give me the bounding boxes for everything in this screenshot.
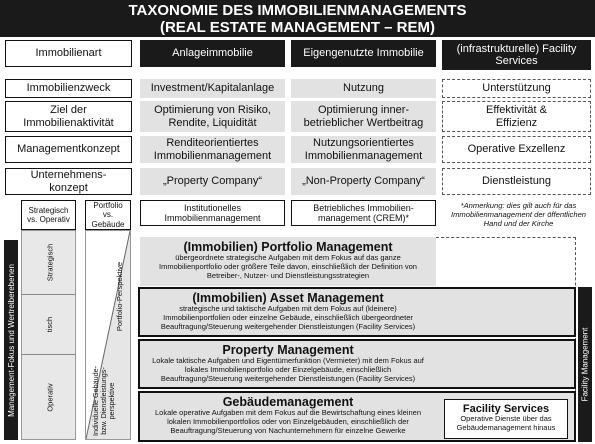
- level-asset-desc: strategische und taktische Aufgaben mit dem Fokus auf (kleinere) Immobilienportfolien oder einzelne Gebäude, einschließlich übergeordneter Beauftragung/Steuerung weitergehender Dienstleistungen (Facility Services): [160, 304, 416, 331]
- cell-operative-exzellenz: Operative Exzellenz: [442, 136, 591, 163]
- cell-anlageimmobilie: Anlageimmobilie: [140, 40, 285, 67]
- level-portfolio-title: (Immobilien) Portfolio Management: [183, 240, 393, 254]
- row-label-unternehmenskonzept: Unternehmens-konzept: [5, 168, 132, 195]
- subheader-institutionell: Institutionelles Immobilienmanagement: [140, 200, 285, 226]
- facility-services-desc: Operative Dienste über das Gebäudemanagement hinaus: [456, 414, 556, 432]
- cell-nutzungsorientiert: Nutzungsorientiertes Immobilienmanagement: [291, 136, 436, 163]
- label-taktisch: tisch: [45, 316, 55, 332]
- cell-optimierung-wertbeitrag: Optimierung inner-betrieblicher Wertbeitrag: [291, 101, 436, 132]
- row-label-ziel: Ziel der Immobilienaktivität: [5, 101, 132, 132]
- cell-non-property-company: „Non-Property Company“: [291, 168, 436, 195]
- portfolio-gebaeude-column: [85, 230, 131, 440]
- subheader-strategisch-operativ: Strategisch vs. Operativ: [21, 200, 76, 230]
- cell-nutzung: Nutzung: [291, 79, 436, 98]
- label-strategisch: Strategisch: [45, 243, 55, 282]
- level-asset-title: (Immobilien) Asset Management: [192, 291, 384, 305]
- row-label-immobilienart: Immobilienart: [5, 40, 132, 67]
- strategic-operative-column: [21, 230, 76, 440]
- right-vertical-bar: [578, 287, 592, 442]
- cell-facility-services-header: (infrastrukturelle) Facility Services: [442, 40, 591, 70]
- level-gebaeude-title: Gebäudemanagement: [222, 395, 354, 409]
- facility-services-title: Facility Services: [462, 403, 550, 415]
- cell-unterstuetzung: Unterstützung: [442, 79, 591, 98]
- label-portfolio-perspektive: Portfolio-Perspektive: [115, 261, 125, 331]
- level-gebaeude-desc: Lokale operative Aufgaben mit dem Fokus auf die Bewirtschaftung eines kleinen lokalen Immobilienportfolios oder von Einzelgebäuden, einschließlich der Beauftragung/Steuerung von Nachunternehmern für einzelne Gewerke: [155, 408, 421, 435]
- cell-optimierung-risiko: Optimierung von Risiko, Rendite, Liquidität: [140, 101, 285, 132]
- level-asset-management: [138, 287, 576, 337]
- cell-investment: Investment/Kapitalanlage: [140, 79, 285, 98]
- level-property-desc: Lokale taktische Aufgaben und Eigentümerfunktion (Vermieter) mit dem Fokus auf lokales Immobilienportfolio oder Einzelgebäude, einschließlich Beauftragung/Steuerung weitergehender Dienstleistungen (Facility Services): [152, 356, 424, 383]
- left-vertical-bar: [4, 240, 18, 440]
- level-portfolio-desc: übergeordnete strategische Aufgaben mit dem Fokus auf das ganze Immobilienportfolio oder größere Teile davon, einschließlich der Definition von Betreiber-, Nutzer- und Dienstleistungsstrategien: [159, 253, 417, 280]
- cell-renditeorientiert: Renditeorientiertes Immobilienmanagement: [140, 136, 285, 163]
- level-gebaeudemanagement: [138, 391, 576, 442]
- right-vertical-label: Facility Management: [580, 327, 590, 402]
- anmerkung-text: *Anmerkung: dies gilt auch für das Immobilienmanagement der öffentlichen Hand und der Kirche: [450, 201, 587, 228]
- title-line-1: TAXONOMIE DES IMMOBILIENMANAGEMENTS: [128, 2, 467, 19]
- level-portfolio-management: [140, 237, 436, 286]
- facility-services-box: [444, 399, 568, 439]
- cell-eigengenutzte-immobilie: Eigengenutzte Immobilie: [291, 40, 436, 67]
- title-line-2: (REAL ESTATE MANAGEMENT – REM): [159, 19, 435, 36]
- subheader-portfolio-gebaeude: Portfolio vs. Gebäude: [85, 200, 131, 230]
- row-label-immobilienzweck: Immobilienzweck: [5, 79, 132, 98]
- label-operativ: Operativ: [45, 382, 55, 412]
- diagram-title: [0, 0, 595, 37]
- label-gebaeude-perspektive: Individuelle Gebäude- bzw. Dienstleistungs-perspektive: [91, 366, 116, 436]
- subheader-betrieblich: Betriebliches Immobilien-management (CREM)*: [291, 200, 436, 226]
- level-property-title: Property Management: [222, 343, 354, 357]
- level-property-management: [138, 339, 576, 389]
- cell-dienstleistung: Dienstleistung: [442, 168, 591, 195]
- row-label-managementkonzept: Managementkonzept: [5, 136, 132, 163]
- cell-property-company: „Property Company“: [140, 168, 285, 195]
- cell-effektivitaet: Effektivität & Effizienz: [442, 101, 591, 132]
- left-vertical-label: Management-Fokus und Wertreiberebenen: [6, 263, 16, 417]
- gebaeude-perspektive-area: [86, 363, 120, 439]
